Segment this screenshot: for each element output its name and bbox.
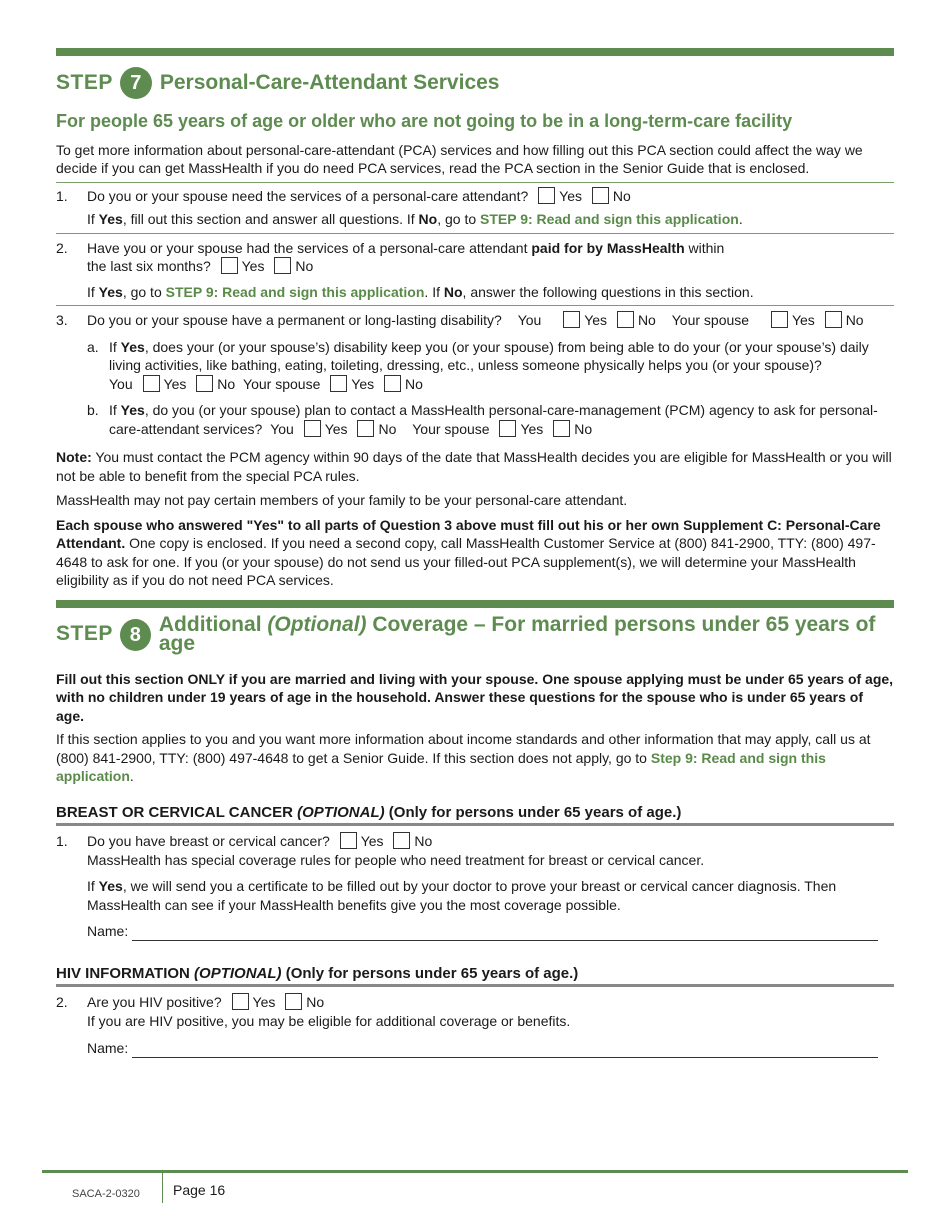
breast-no-checkbox[interactable]: [393, 832, 410, 849]
step7-top-bar: [56, 48, 894, 56]
question-3: [56, 311, 894, 438]
no-label: No: [405, 375, 423, 392]
yes-label: Yes: [252, 994, 276, 1010]
question-3b: [87, 401, 894, 438]
question-number: 2.: [56, 239, 68, 256]
sub-label: a.: [87, 338, 99, 355]
q3b-spouse-yes-checkbox[interactable]: [499, 420, 516, 437]
spouse-label: Your spouse: [412, 420, 490, 437]
q3b-spouse-no-checkbox[interactable]: [553, 420, 570, 437]
step8-bold-intro: Fill out this section ONLY if you are married and living with your spouse. One spouse applying must be under 65 years of age, with no children under 19 years of age in the household. Answer these questions for the spouse who is under 65 years of age.: [56, 670, 894, 724]
yes-label: Yes: [163, 375, 187, 392]
step8-heading: [56, 612, 894, 658]
no-label: No: [637, 312, 656, 328]
breast-question: [56, 832, 894, 941]
step7-heading: [56, 60, 894, 106]
breast-yes-checkbox[interactable]: [340, 832, 357, 849]
q3-you-no-checkbox[interactable]: [617, 311, 634, 328]
pcm-note: Note: You must contact the PCM agency within 90 days of the date that MassHealth decides you are eligible for MassHealth or you will not be able to benefit from the special PCA rules.: [56, 449, 892, 484]
divider: [56, 305, 894, 306]
hiv-question-text: Are you HIV positive?: [87, 994, 222, 1010]
name-label: Name:: [87, 923, 129, 939]
q2-text-line2: the last six months?: [87, 258, 211, 274]
q3a-spouse-yes-checkbox[interactable]: [330, 375, 347, 392]
hiv-name-row: [87, 1039, 894, 1058]
yes-label: Yes: [584, 312, 608, 328]
step9-link[interactable]: Step 9: Read and sign this application: [56, 749, 826, 784]
q2-yes-checkbox[interactable]: [221, 257, 238, 274]
step7-number-badge: 7: [120, 67, 152, 99]
form-page: [56, 0, 894, 1058]
step9-link[interactable]: STEP 9: Read and sign this application: [165, 283, 425, 300]
breast-name-input[interactable]: [132, 926, 878, 941]
step7-intro: To get more information about personal-care-attendant (PCA) services and how filling out this PCA section could affect the way we decide if you can get MassHealth if you do need PCA services, read the PCA section in the Senior Guide that is enclosed.: [56, 141, 863, 176]
q3a-you-yes-checkbox[interactable]: [143, 375, 160, 392]
no-label: No: [845, 312, 864, 328]
hiv-name-input[interactable]: [132, 1043, 878, 1058]
q3a-spouse-no-checkbox[interactable]: [384, 375, 401, 392]
breast-cancer-section-title: BREAST OR CERVICAL CANCER (OPTIONAL) (Only for persons under 65 years of age.): [56, 804, 894, 827]
question-number: 1.: [56, 187, 68, 204]
footer-divider: [162, 1173, 163, 1203]
yes-label: Yes: [351, 375, 375, 392]
sub-label: b.: [87, 402, 99, 418]
no-label: No: [612, 187, 631, 204]
q3-spouse-yes-checkbox[interactable]: [771, 311, 788, 328]
q2-no-checkbox[interactable]: [274, 257, 291, 274]
no-label: No: [414, 833, 433, 849]
question-1: [56, 187, 894, 229]
step8-intro: If this section applies to you and you want more information about income standards and other information that may apply, call us at (800) 841-2900, TTY: (800) 497-4648 to get a Senior Guide. If this section does not apply, go to Step 9: Read and sign this application.: [56, 731, 871, 784]
q1-text: Do you or your spouse need the services of a personal-care attendant?: [87, 187, 529, 204]
step8-number-badge: 8: [120, 619, 151, 651]
yes-label: Yes: [241, 258, 265, 274]
divider: [56, 182, 894, 183]
yes-label: Yes: [360, 833, 384, 849]
you-label: You: [517, 312, 542, 328]
breast-coverage-text: MassHealth has special coverage rules for people who need treatment for breast or cervical cancer.: [87, 851, 705, 868]
q3-text: Do you or your spouse have a permanent or long-lasting disability?: [87, 312, 502, 328]
yes-label: Yes: [520, 420, 544, 437]
q3-you-yes-checkbox[interactable]: [563, 311, 580, 328]
step8-step-word: STEP: [56, 622, 113, 646]
no-label: No: [295, 258, 314, 274]
page-footer: [42, 1170, 908, 1205]
hiv-section-title: HIV INFORMATION (OPTIONAL) (Only for persons under 65 years of age.): [56, 965, 894, 988]
breast-question-text: Do you have breast or cervical cancer?: [87, 833, 330, 849]
q1-no-checkbox[interactable]: [592, 187, 609, 204]
q1-yes-checkbox[interactable]: [538, 187, 555, 204]
hiv-eligibility-text: If you are HIV positive, you may be eligible for additional coverage or benefits.: [87, 1012, 571, 1029]
q3b-you-yes-checkbox[interactable]: [304, 420, 321, 437]
q3a-text: If Yes, does your (or your spouse’s) disability keep you (or your spouse) from being able to do your (or your spouse’s) daily living activities, like bathing, eating, toileting, dressing, etc., unless someone physically helps you (or your spouse)?: [109, 338, 869, 373]
spouse-label: Your spouse: [243, 375, 321, 392]
step7-step-word: STEP: [56, 70, 113, 94]
step8-title: Additional (Optional) Coverage – For married persons under 65 years of age: [158, 613, 876, 655]
q2-text: Have you or your spouse had the services of a personal-care attendant paid for by MassHealth within: [87, 239, 725, 256]
step7-subtitle: For people 65 years of age or older who are not going to be in a long-term-care facility: [56, 111, 793, 131]
divider: [56, 233, 894, 234]
no-label: No: [217, 375, 236, 392]
q1-instructions: If Yes, fill out this section and answer all questions. If No, go to STEP 9: Read and sign this application.: [87, 211, 743, 227]
breast-certificate-text: If Yes, we will send you a certificate to be filled out by your doctor to prove your breast or cervical cancer diagnosis. Then MassHealth can see if your MassHealth benefits give you the most coverage possible.: [87, 878, 837, 913]
hiv-no-checkbox[interactable]: [285, 993, 302, 1010]
no-label: No: [378, 420, 397, 437]
question-number: 1.: [56, 833, 68, 849]
q3b-you-no-checkbox[interactable]: [357, 420, 374, 437]
q2-instructions: If Yes, go to STEP 9: Read and sign this application. If No, answer the following questions in this section.: [87, 283, 754, 300]
step8-top-bar: [56, 600, 894, 608]
hiv-yes-checkbox[interactable]: [232, 993, 249, 1010]
question-3a: [87, 338, 894, 394]
family-note: MassHealth may not pay certain members of your family to be your personal-care attendant.: [56, 492, 628, 508]
page-number: Page 16: [173, 1182, 226, 1198]
q3b-text: If Yes, do you (or your spouse) plan to contact a MassHealth personal-care-management (PCM) agency to ask for personal-care-attendant services? You Yes No Your spouse Yes No: [109, 402, 878, 437]
question-2: [56, 239, 894, 302]
hiv-question: [56, 993, 894, 1058]
form-code: SACA-2-0320: [72, 1188, 140, 1200]
breast-name-row: [87, 922, 894, 941]
supplement-note: Each spouse who answered "Yes" to all parts of Question 3 above must fill out his or her own Supplement C: Personal-Care Attendant. One copy is enclosed. If you need a second copy, call MassHealth Customer Service at (800) 841-2900, TTY: (800) 497-4648 to ask for one. If you (or your spouse) do not send us your filled-out PCA supplement(s), we will determine your MassHealth eligibility as if you do not need PCA services.: [56, 516, 881, 588]
question-number: 2.: [56, 994, 68, 1010]
no-label: No: [574, 420, 593, 437]
step7-title: Personal-Care-Attendant Services: [159, 70, 500, 94]
no-label: No: [306, 994, 325, 1010]
q3a-you-no-checkbox[interactable]: [196, 375, 213, 392]
yes-label: Yes: [324, 420, 348, 437]
spouse-label: Your spouse: [671, 312, 750, 328]
q3-spouse-no-checkbox[interactable]: [825, 311, 842, 328]
question-number: 3.: [56, 312, 68, 328]
name-label: Name:: [87, 1040, 129, 1056]
yes-label: Yes: [559, 187, 583, 204]
you-label: You: [109, 375, 133, 392]
yes-label: Yes: [791, 312, 815, 328]
step9-link[interactable]: STEP 9: Read and sign this application: [480, 211, 739, 227]
you-label: You: [270, 420, 294, 437]
